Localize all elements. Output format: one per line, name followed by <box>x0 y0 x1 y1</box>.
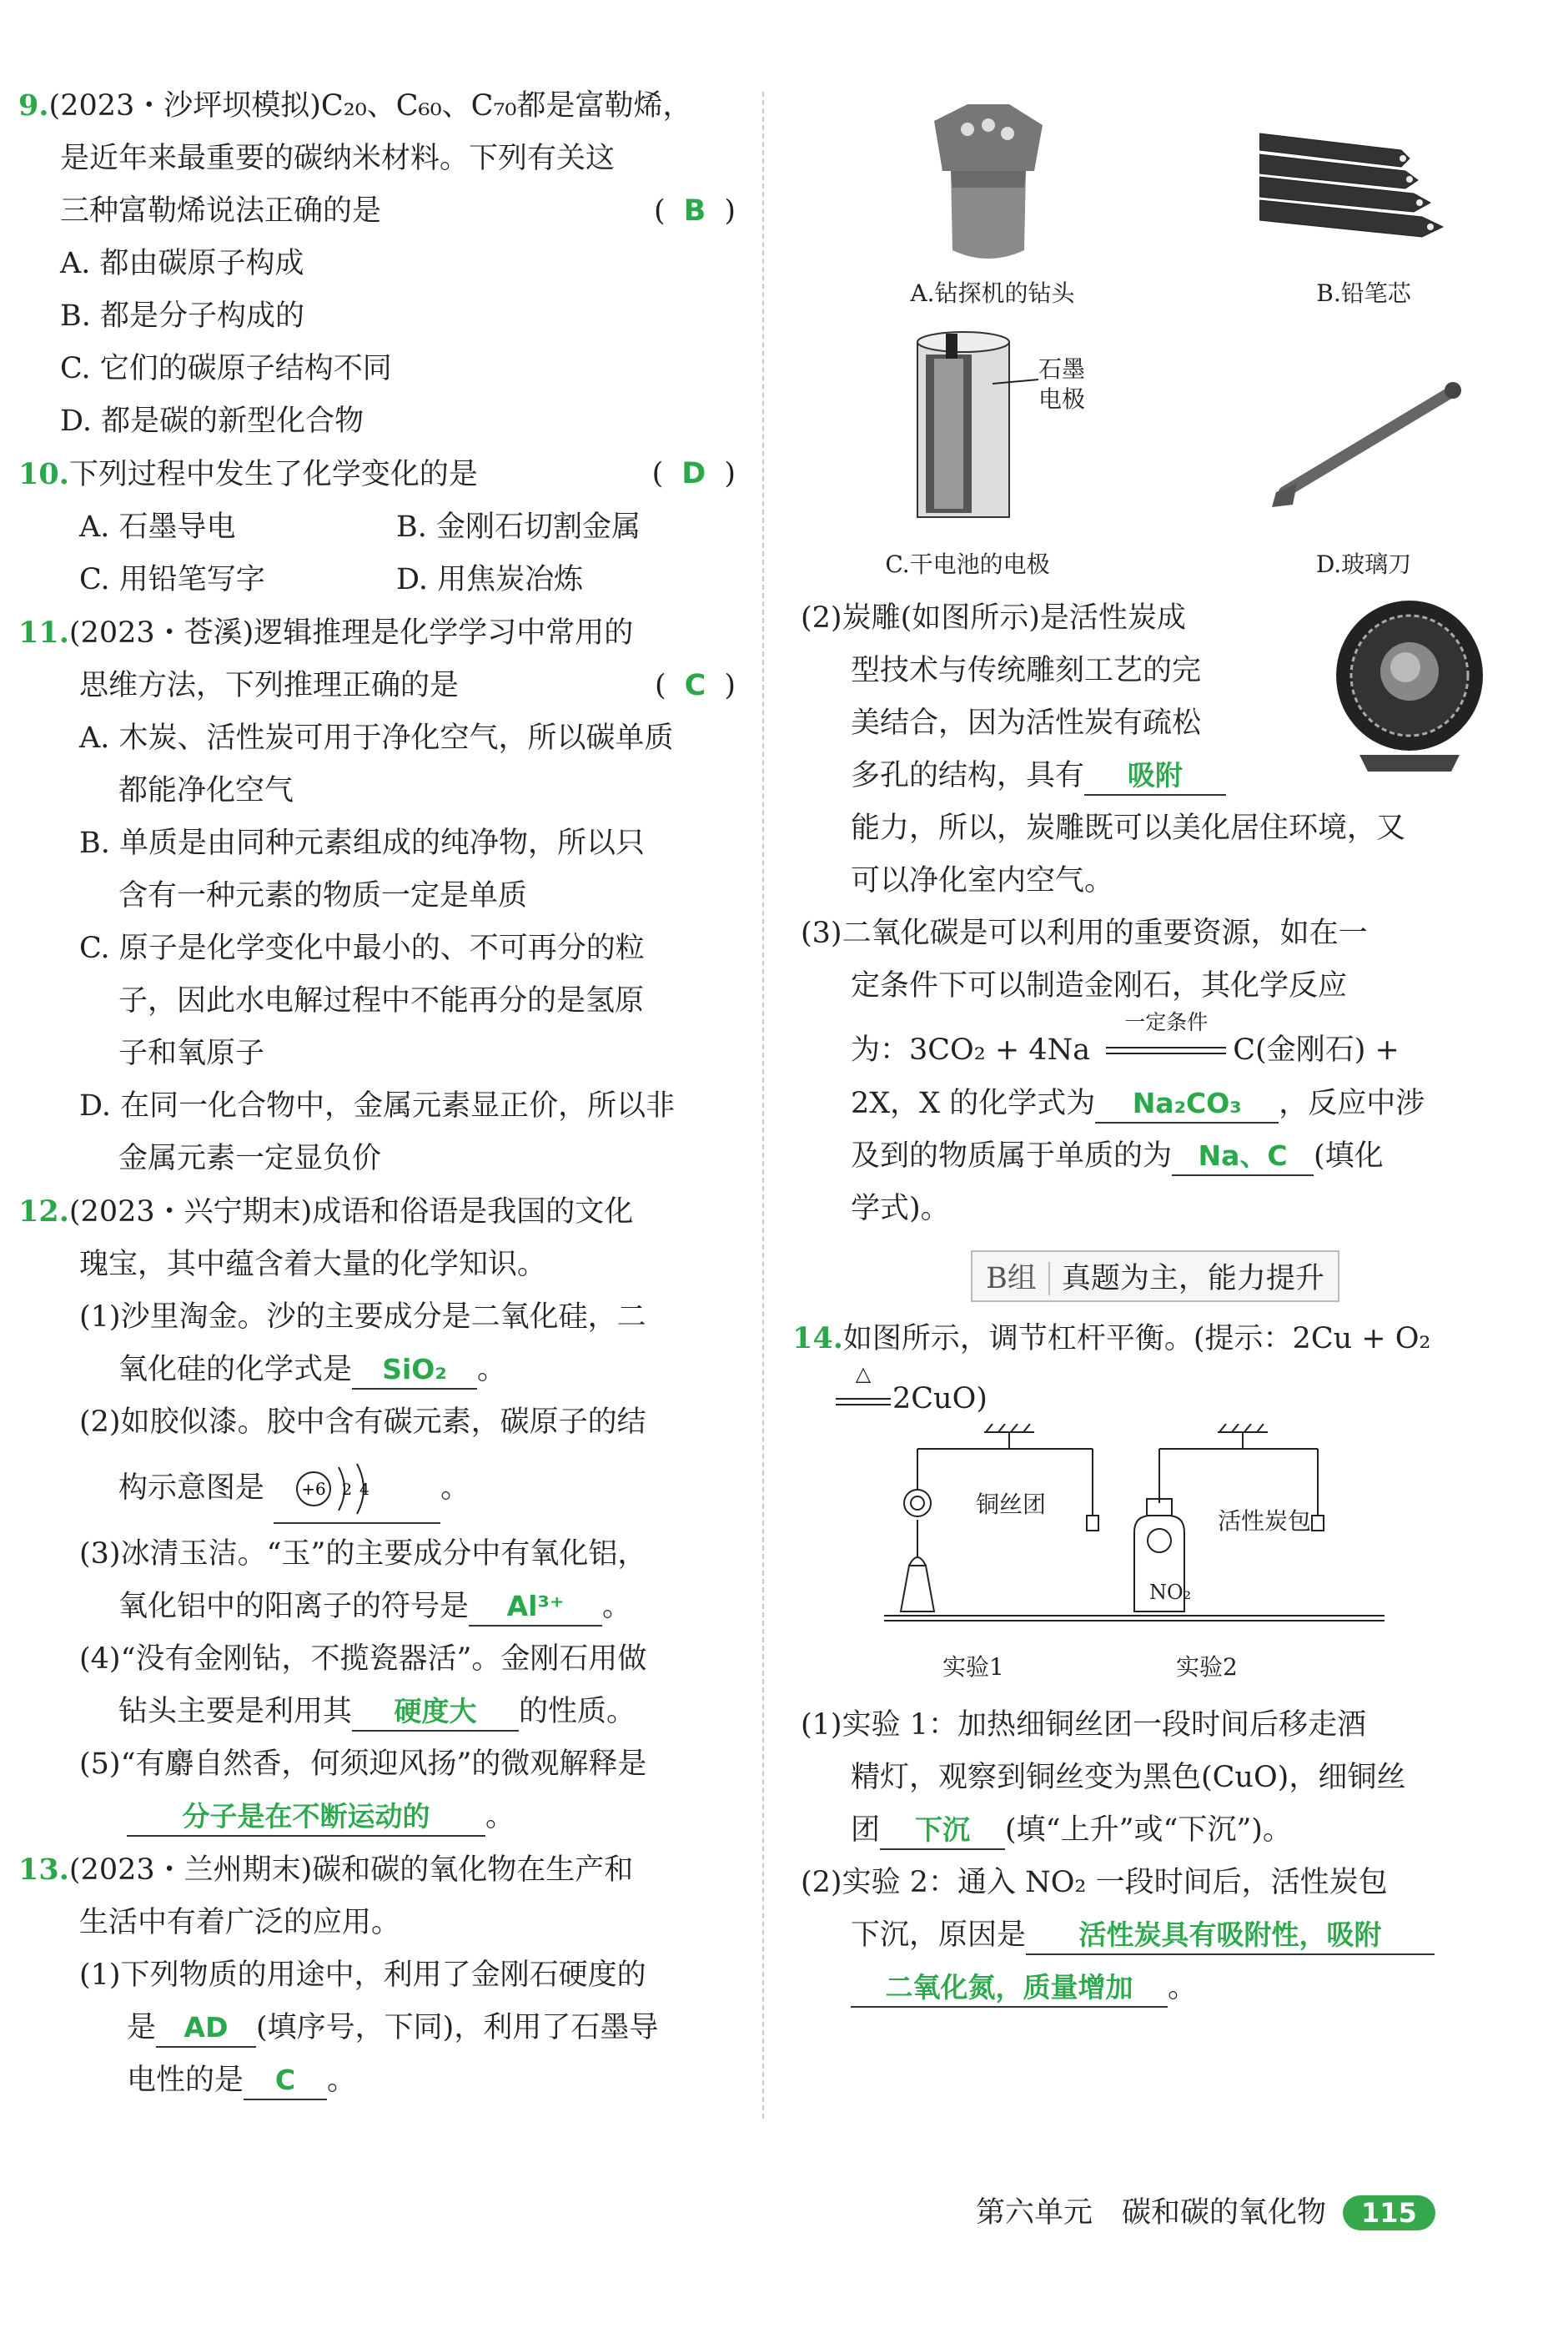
q11-option-b-cont: 含有一种元素的物质一定是单质 <box>118 879 528 913</box>
q9-number: 9. <box>18 88 49 123</box>
q11-line2: 思维方法，下列推理正确的是 ( C ) <box>18 660 736 712</box>
q13-answer-graphite: C <box>244 2062 327 2100</box>
page-footer <box>976 2190 1435 2231</box>
q14-part1: (1)实验 1：加热细铜丝团一段时间后移走酒 <box>801 1708 1366 1742</box>
graphite-electrode-label <box>1038 354 1085 415</box>
q9-option-b: B. 都是分子构成的 <box>60 299 304 333</box>
q14-part2-answer-line2: 二氧化氮，质量增加 。 <box>792 1962 1518 2014</box>
q9-line2: 是近年来最重要的碳纳米材料。下列有关这 <box>60 142 616 175</box>
q10-stem: 10.下列过程中发生了化学变化的是 ( D ) <box>18 448 736 501</box>
carbon-carving-image <box>1326 592 1493 776</box>
q12-part4-answer-line: 钻头主要是利用其 硬度大 的性质。 <box>18 1686 736 1738</box>
label-activated-carbon: 活性炭包 <box>1218 1507 1312 1535</box>
q10-answer: ( D ) <box>651 457 736 490</box>
q14-part1-answer-line: 团 下沉 (填“上升”或“下沉”)。 <box>792 1804 1518 1857</box>
q11-answer: ( C ) <box>655 669 736 702</box>
q12-line2: 瑰宝，其中蕴含着大量的化学知识。 <box>79 1248 547 1281</box>
lever-apparatus <box>884 1424 1393 1674</box>
right-column <box>792 92 1518 2014</box>
q13-answer-elements: Na、C <box>1172 1138 1314 1176</box>
section-title: 真题为主，能力提升 <box>1061 1262 1324 1295</box>
q11-option-a: A. 木炭、活性炭可用于净化空气，所以碳单质 <box>79 722 674 755</box>
carbon-atom-structure <box>274 1456 440 1522</box>
q13-part2-answer-line: 多孔的结构，具有 吸附 <box>792 750 1518 802</box>
q14-answer-reason-1: 活性炭具有吸附性，吸附 <box>1026 1917 1435 1955</box>
q13-answer-na2co3: Na₂CO₃ <box>1095 1085 1279 1124</box>
reaction-condition-arrow <box>1099 1009 1233 1068</box>
q11-option-c-cont: 子，因此水电解过程中不能再分的是氢原 <box>118 984 645 1018</box>
q12-part4: (4)“没有金刚钻，不揽瓷器活”。金刚石用做 <box>79 1642 647 1676</box>
q14-part2: (2)实验 2：通入 NO₂ 一段时间后，活性炭包 <box>801 1866 1388 1899</box>
pencil-leads-image <box>1259 125 1468 250</box>
caption-b: B.铅笔芯 <box>1316 279 1411 307</box>
q13-part3: (3)二氧化碳是可以利用的重要资源，如在一 <box>801 917 1368 950</box>
q12-part2-answer-line: 构示意图是 +6 2 4 。 <box>18 1449 736 1528</box>
q9-option-a: A. 都由碳原子构成 <box>60 247 304 280</box>
q13-part2-block <box>792 592 1518 908</box>
section-header <box>792 1250 1518 1302</box>
q14-answer-sink: 下沉 <box>880 1812 1005 1850</box>
q11-option-c: C. 原子是化学变化中最小的、不可再分的粒 <box>79 932 645 965</box>
caption-c: C.干电池的电极 <box>885 551 1050 578</box>
q13-part1-answer-line2: 电性的是 C 。 <box>18 2054 736 2107</box>
q13-part3-line6: 学式)。 <box>851 1192 950 1225</box>
dry-battery-image <box>909 325 1018 525</box>
q13-line1: 13.(2023・兰州期末)碳和碳的氧化物在生产和 <box>18 1853 634 1887</box>
q9-option-d: D. 都是碳的新型化合物 <box>60 405 364 438</box>
q14-line1: 14.如图所示，调节杠杆平衡。(提示：2Cu + O₂ <box>792 1321 1431 1355</box>
q12-part3: (3)冰清玉洁。“玉”的主要成分中有氧化铝， <box>79 1537 647 1571</box>
q13-part3-answer-line: 2X，X 的化学式为 Na₂CO₃ ，反应中涉 <box>792 1078 1518 1130</box>
q12-part2: (2)如胶似漆。胶中含有碳元素，碳原子的结 <box>79 1405 646 1439</box>
label-no2: NO₂ <box>1149 1581 1192 1604</box>
q14-answer-reason-2: 二氧化氮，质量增加 <box>851 1969 1168 2008</box>
q9-answer: ( B ) <box>654 194 736 228</box>
electrode-label: 电极 <box>1038 385 1086 413</box>
graphite-label: 石墨 <box>1038 355 1086 383</box>
q12-part1-answer-line: 氧化硅的化学式是 SiO₂ 。 <box>18 1344 736 1396</box>
lever-experiment-diagram <box>792 1424 1518 1699</box>
q12-part5: (5)“有麝自然香，何须迎风扬”的微观解释是 <box>79 1747 647 1781</box>
section-tag: B组 <box>986 1262 1050 1295</box>
label-experiment1: 实验1 <box>942 1653 1004 1681</box>
q11-option-b: B. 单质是由同种元素组成的纯净物，所以只 <box>79 827 645 860</box>
q10-options-ab: A. 石墨导电 B. 金刚石切割金属 <box>79 510 641 544</box>
q12-part1: (1)沙里淘金。沙的主要成分是二氧化硅，二 <box>79 1300 646 1334</box>
heating-arrow <box>834 1361 892 1413</box>
q9-option-c: C. 它们的碳原子结构不同 <box>60 352 392 385</box>
q11-option-d-cont: 金属元素一定显负价 <box>118 1142 382 1175</box>
left-column <box>18 79 736 2107</box>
q11-line1: 11.(2023・苍溪)逻辑推理是化学学习中常用的 <box>18 616 634 650</box>
q13-part2-line2: 型技术与传统雕刻工艺的完 <box>851 654 1202 687</box>
drill-bit-image <box>917 104 1059 271</box>
q13-reaction-equation: 为：3CO₂ + 4Na 一定条件 C(金刚石) + <box>851 1009 1400 1067</box>
reaction-condition: 一定条件 <box>1124 1009 1209 1034</box>
q14-part1-line2: 精灯，观察到铜丝变为黑色(CuO)，细铜丝 <box>851 1761 1406 1794</box>
q12-line1: 12.(2023・兴宁期末)成语和俗语是我国的文化 <box>18 1194 634 1229</box>
q13-line2: 生活中有着广泛的应用。 <box>79 1906 401 1939</box>
q13-part2-line3: 美结合，因为活性炭有疏松 <box>851 706 1202 740</box>
q11-option-a-cont: 都能净化空气 <box>118 774 294 807</box>
q13-part3-line2: 定条件下可以制造金刚石，其化学反应 <box>851 969 1348 1003</box>
heating-symbol: △ <box>855 1361 872 1385</box>
q12-part3-answer-line: 氧化铝中的阳离子的符号是 Al³⁺ 。 <box>18 1581 736 1633</box>
q13-part2-line6: 可以净化室内空气。 <box>851 864 1114 897</box>
q13-part1: (1)下列物质的用途中，利用了金刚石硬度的 <box>79 1958 646 1992</box>
section-b-box <box>971 1250 1339 1302</box>
q12-answer-al: Al³⁺ <box>469 1588 602 1627</box>
label-pointer <box>993 375 1043 392</box>
q13-part2-line5: 能力，所以，炭雕既可以美化居住环境，又 <box>851 812 1406 845</box>
caption-a: A.钻探机的钻头 <box>910 279 1075 307</box>
label-copper-wire: 铜丝团 <box>976 1491 1047 1518</box>
q13-part3-answer-line2: 及到的物质属于单质的为 Na、C (填化 <box>792 1130 1518 1183</box>
carbon-atom-diagram <box>274 1456 440 1524</box>
q9-line1: 9.(2023・沙坪坝模拟)C₂₀、C₆₀、C₇₀都是富勒烯， <box>18 88 692 123</box>
caption-d: D.玻璃刀 <box>1315 551 1412 578</box>
column-divider <box>762 92 764 2119</box>
q13-answer-adsorption: 吸附 <box>1084 757 1226 796</box>
nucleus-charge: +6 <box>301 1478 326 1499</box>
q14-line2: △ 2CuO) <box>792 1365 1518 1424</box>
q13-answer-diamond: AD <box>156 2009 256 2048</box>
q9-line3: 三种富勒烯说法正确的是 ( B ) <box>18 185 736 238</box>
q12-answer-molecule: 分子是在不断运动的 <box>127 1798 485 1837</box>
q10-options-cd: C. 用铅笔写字 D. 用焦炭冶炼 <box>79 563 584 596</box>
q13-part2: (2)炭雕(如图所示)是活性炭成 <box>801 601 1186 635</box>
q12-part5-answer-line: 分子是在不断运动的 。 <box>18 1791 736 1843</box>
shell1-electrons: 2 <box>342 1480 353 1499</box>
glass-cutter-image <box>1259 367 1476 517</box>
q13-figure-grid <box>792 92 1518 592</box>
page-number: 115 <box>1343 2195 1435 2230</box>
q12-answer-hardness: 硬度大 <box>352 1693 519 1732</box>
label-experiment2: 实验2 <box>1176 1653 1238 1681</box>
q11-option-c-cont2: 子和氧原子 <box>118 1037 265 1070</box>
shell2-electrons: 4 <box>359 1480 370 1499</box>
q12-answer-sio2: SiO₂ <box>352 1351 477 1390</box>
q11-option-d: D. 在同一化合物中，金属元素显正价，所以非 <box>79 1089 676 1123</box>
q13-part1-answer-line: 是 AD (填序号，下同)，利用了石墨导 <box>18 2002 736 2054</box>
unit-title: 第六单元 碳和碳的氧化物 <box>976 2196 1327 2230</box>
q14-part2-answer-line: 下沉，原因是 活性炭具有吸附性，吸附 <box>792 1909 1518 1962</box>
